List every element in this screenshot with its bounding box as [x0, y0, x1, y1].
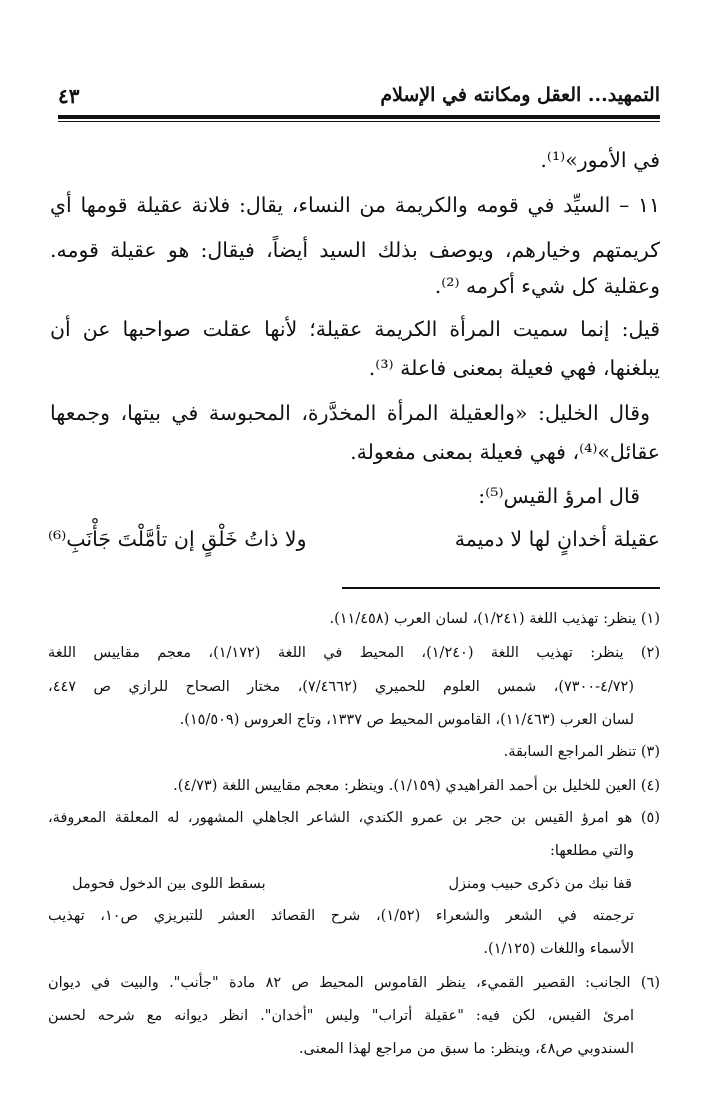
running-header: [58, 84, 660, 114]
header-title: التمهيد... العقل ومكانته في الإسلام: [380, 84, 660, 106]
body-line-5: قيل: إنما سميت المرأة الكريمة عقيلة؛ لأنها عقلت صواحبها عن أن: [50, 317, 660, 341]
footnote-2-line-2: (٤/٧٢-٧٣٠٠)، شمس العلوم للحميري (٧/٤٦٦٢)، مختار الصحاح للرازي ص ٤٤٧،: [48, 679, 634, 695]
footnote-5-line-2: والتي مطلعها:: [550, 843, 634, 859]
footnote-1: (١) ينظر: تهذيب اللغة (١/٢٤١)، لسان العرب (١١/٤٥٨).: [329, 611, 660, 627]
footnote-5-line-3: ترجمته في الشعر والشعراء (١/٥٢)، شرح القصائد العشر للتبريزي ص١٠، تهذيب: [48, 908, 634, 924]
verse-first-hemistich: عقيلة أخدانٍ لها لا دميمة: [454, 527, 660, 551]
footnote-4: (٤) العين للخليل بن أحمد الفراهيدي (١/١٥٩). وينظر: معجم مقاييس اللغة (٤/٧٣).: [173, 778, 660, 794]
body-line-3: كريمتهم وخيارهم، ويوصف بذلك السيد أيضاً، فيقال: هو عقيلة قومه.: [50, 238, 660, 262]
footnote-verse-first-hemistich: قفا نبك من ذكرى حبيب ومنزل: [448, 876, 632, 892]
verse-second-hemistich: ولا ذاتُ خَلْقٍ إن تأمَّلْتَ جَأْنَبِ⁽⁶⁾: [48, 527, 307, 551]
footnote-separator: [342, 587, 660, 589]
footnote-5-verse: [72, 876, 632, 898]
footnote-2-line-1: (٢) ينظر: تهذيب اللغة (١/٢٤٠)، المحيط في اللغة (١/١٧٢)، معجم مقاييس اللغة: [48, 645, 661, 661]
body-line-1: في الأمور»⁽¹⁾.: [540, 148, 660, 172]
footnote-verse-second-hemistich: بسقط اللوى بين الدخول فحومل: [72, 876, 266, 892]
body-line-6: يبلغنها، فهي فعيلة بمعنى فاعلة ⁽³⁾.: [368, 356, 660, 380]
body-line-8: عقائل»⁽⁴⁾، فهي فعيلة بمعنى مفعولة.: [350, 440, 660, 464]
footnote-6-line-2: امرئ القيس، لكن فيه: "عقيلة أتراب" وليس "أخدان". انظر ديوانه مع شرحه لحسن: [48, 1008, 634, 1024]
footnote-5-line-4: الأسماء واللغات (١/١٢٥).: [483, 941, 634, 957]
footnote-3: (٣) تنظر المراجع السابقة.: [503, 744, 660, 760]
page-number: ٤٣: [58, 84, 80, 108]
body-line-7: وقال الخليل: «والعقيلة المرأة المخدَّرة، المحبوسة في بيتها، وجمعها: [50, 401, 650, 425]
footnote-6-line-3: السندوبي ص٤٨، وينظر: ما سبق من مراجع لهذا المعنى.: [298, 1041, 634, 1057]
header-rule-thick: [58, 115, 660, 119]
body-line-9: قال امرؤ القيس⁽⁵⁾:: [478, 484, 640, 508]
footnote-6-line-1: (٦) الجانب: القصير القميء، ينظر القاموس المحيط ص ٨٢ مادة "جأنب". والبيت في ديوان: [48, 975, 660, 991]
footnote-2-line-3: لسان العرب (١١/٤٦٣)، القاموس المحيط ص ١٣٣٧، وتاج العروس (١٥/٥٠٩).: [179, 712, 634, 728]
body-line-4: وعقلية كل شيء أكرمه ⁽²⁾.: [434, 274, 660, 298]
header-rule-thin: [58, 121, 660, 122]
poem-verse: [48, 527, 660, 557]
footnote-5-line-1: (٥) هو امرؤ القيس بن حجر بن عمرو الكندي، الشاعر الجاهلي المشهور، له المعلقة المعروفة،: [48, 810, 660, 826]
body-line-2: ١١ – السيِّد في قومه والكريمة من النساء، يقال: فلانة عقيلة قومها أي: [50, 193, 660, 217]
